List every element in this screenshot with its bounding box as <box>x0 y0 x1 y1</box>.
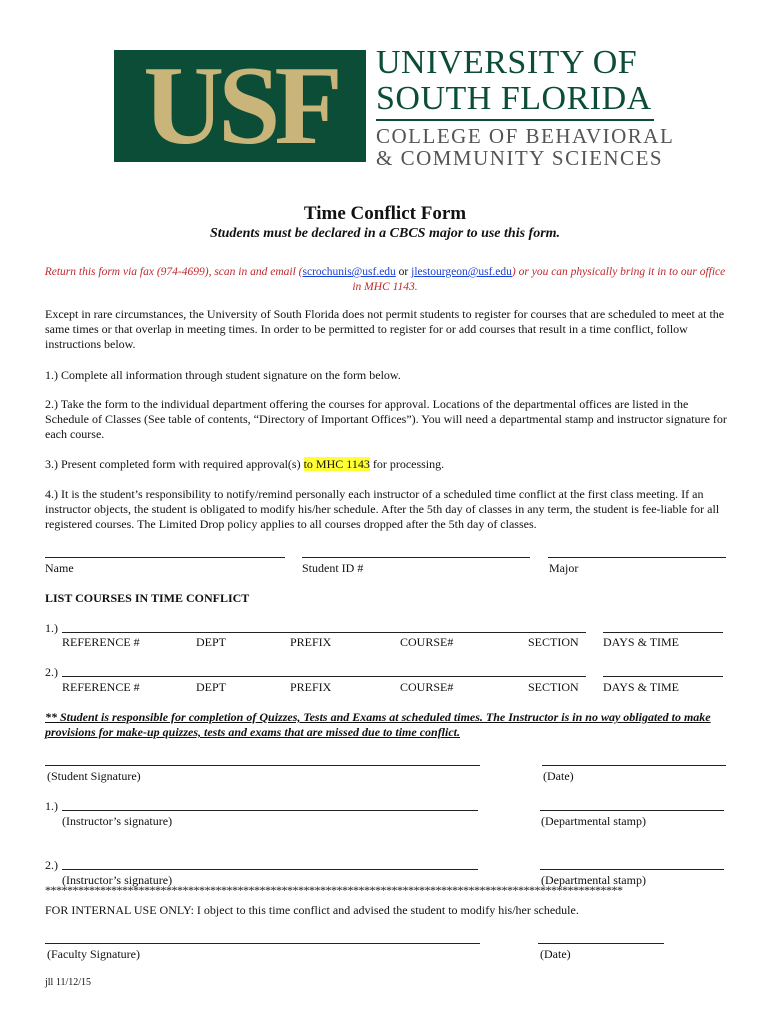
return-text-after: ) or you can physically bring it in to our office <box>511 266 726 278</box>
col-course: COURSE# <box>400 635 454 649</box>
return-text-line2: in MHC 1143. <box>352 281 418 293</box>
return-instructions <box>44 265 726 295</box>
instructor-1-label: (Instructor’s signature) <box>62 814 173 828</box>
instructor-2-number: 2.) <box>45 858 58 872</box>
course-row-2-days-line[interactable] <box>603 676 723 677</box>
col-reference: REFERENCE # <box>62 680 140 694</box>
form-subtitle: Students must be declared in a CBCS major to use this form. <box>209 226 561 241</box>
responsibility-note: ** Student is responsible for completion of Quizzes, Tests and Exams at scheduled times. The Instructor is in no way obligated to make provisions for make-up quizzes, tests and exams that are missed due to time conflict. <box>45 710 711 739</box>
instructor-1-signature-line[interactable] <box>62 810 478 811</box>
college-name-line1: COLLEGE OF BEHAVIORAL <box>376 124 675 148</box>
college-name-line2: & COMMUNITY SCIENCES <box>376 146 664 170</box>
return-or: or <box>395 266 412 278</box>
course-row-1-days-line[interactable] <box>603 632 723 633</box>
step-3-after: for processing. <box>369 457 445 471</box>
intro-paragraph: Except in rare circumstances, the University of South Florida does not permit students to register for courses that are scheduled to meet at the same times or that overlap in meeting times. In order to be permitted to register for or add courses that result in a time conflict, follow instructions below. <box>45 307 725 351</box>
usf-logo-mark: USF <box>143 44 337 168</box>
form-title: Time Conflict Form <box>303 203 467 224</box>
department-2-stamp-label: (Departmental stamp) <box>541 873 646 887</box>
step-2: 2.) Take the form to the individual department offering the courses for approval. Locations of the departmental offices are listed in the Schedule of Classes (See table of contents, “Directory of Important Offices”). You will need a departmental stamp and instructor signature for each course. <box>45 397 727 441</box>
courses-heading: LIST COURSES IN TIME CONFLICT <box>45 591 250 605</box>
department-1-stamp-label: (Departmental stamp) <box>541 814 646 828</box>
instructor-2-signature-line[interactable] <box>62 869 478 870</box>
name-field-line[interactable] <box>45 557 285 558</box>
student-signature-label: (Student Signature) <box>47 769 141 783</box>
internal-use-text: FOR INTERNAL USE ONLY: I object to this time conflict and advised the student to modify his/her schedule. <box>45 903 579 917</box>
student-date-label: (Date) <box>543 769 574 783</box>
major-field-line[interactable] <box>548 557 726 558</box>
name-label: Name <box>45 561 74 575</box>
faculty-signature-line[interactable] <box>45 943 480 944</box>
col-course: COURSE# <box>400 680 454 694</box>
student-date-line[interactable] <box>542 765 726 766</box>
major-label: Major <box>549 561 579 575</box>
col-prefix: PREFIX <box>290 635 332 649</box>
instructor-1-number: 1.) <box>45 799 58 813</box>
step-3 <box>45 457 727 472</box>
faculty-date-label: (Date) <box>540 947 571 961</box>
department-2-stamp-line[interactable] <box>540 869 724 870</box>
step-4: 4.) It is the student’s responsibility to notify/remind personally each instructor of a scheduled time conflict at the first class meeting. If an instructor objects, the student is obligated to modify his/her schedule. After the 5th day of classes in any term, the student is fee-liable for all registered courses. The Limited Drop policy applies to all courses dropped after the 5th day of classes. <box>45 487 720 531</box>
col-reference: REFERENCE # <box>62 635 140 649</box>
step-1: 1.) Complete all information through student signature on the form below. <box>45 368 401 382</box>
col-days-time: DAYS & TIME <box>603 635 680 649</box>
university-name-line2: SOUTH FLORIDA <box>376 80 652 117</box>
university-name-line1: UNIVERSITY OF <box>376 44 638 81</box>
col-dept: DEPT <box>196 680 226 694</box>
course-row-2-number: 2.) <box>45 665 58 679</box>
col-prefix: PREFIX <box>290 680 332 694</box>
faculty-date-line[interactable] <box>538 943 664 944</box>
col-section: SECTION <box>528 680 579 694</box>
email-link-1[interactable]: scrochunis@usf.edu <box>302 266 396 278</box>
course-row-2-line[interactable] <box>62 676 586 677</box>
instructor-2-label: (Instructor’s signature) <box>62 873 173 887</box>
return-text-before: Return this form via fax (974-4699), scan in and email ( <box>44 266 303 278</box>
logo-divider <box>376 119 654 121</box>
faculty-signature-label: (Faculty Signature) <box>47 947 140 961</box>
form-version-footer: jll 11/12/15 <box>45 977 92 988</box>
student-id-field-line[interactable] <box>302 557 530 558</box>
col-days-time: DAYS & TIME <box>603 680 680 694</box>
step-3-highlight: to MHC 1143 <box>303 457 370 471</box>
asterisk-separator: ********************************************************************************************************* <box>45 883 623 897</box>
col-dept: DEPT <box>196 635 226 649</box>
course-row-1-number: 1.) <box>45 621 58 635</box>
col-section: SECTION <box>528 635 579 649</box>
student-id-label: Student ID # <box>302 561 364 575</box>
course-row-1-line[interactable] <box>62 632 586 633</box>
step-3-before: 3.) Present completed form with required approval(s) <box>45 457 304 471</box>
email-link-2[interactable]: jlestourgeon@usf.edu <box>411 266 512 278</box>
student-signature-line[interactable] <box>45 765 480 766</box>
department-1-stamp-line[interactable] <box>540 810 724 811</box>
